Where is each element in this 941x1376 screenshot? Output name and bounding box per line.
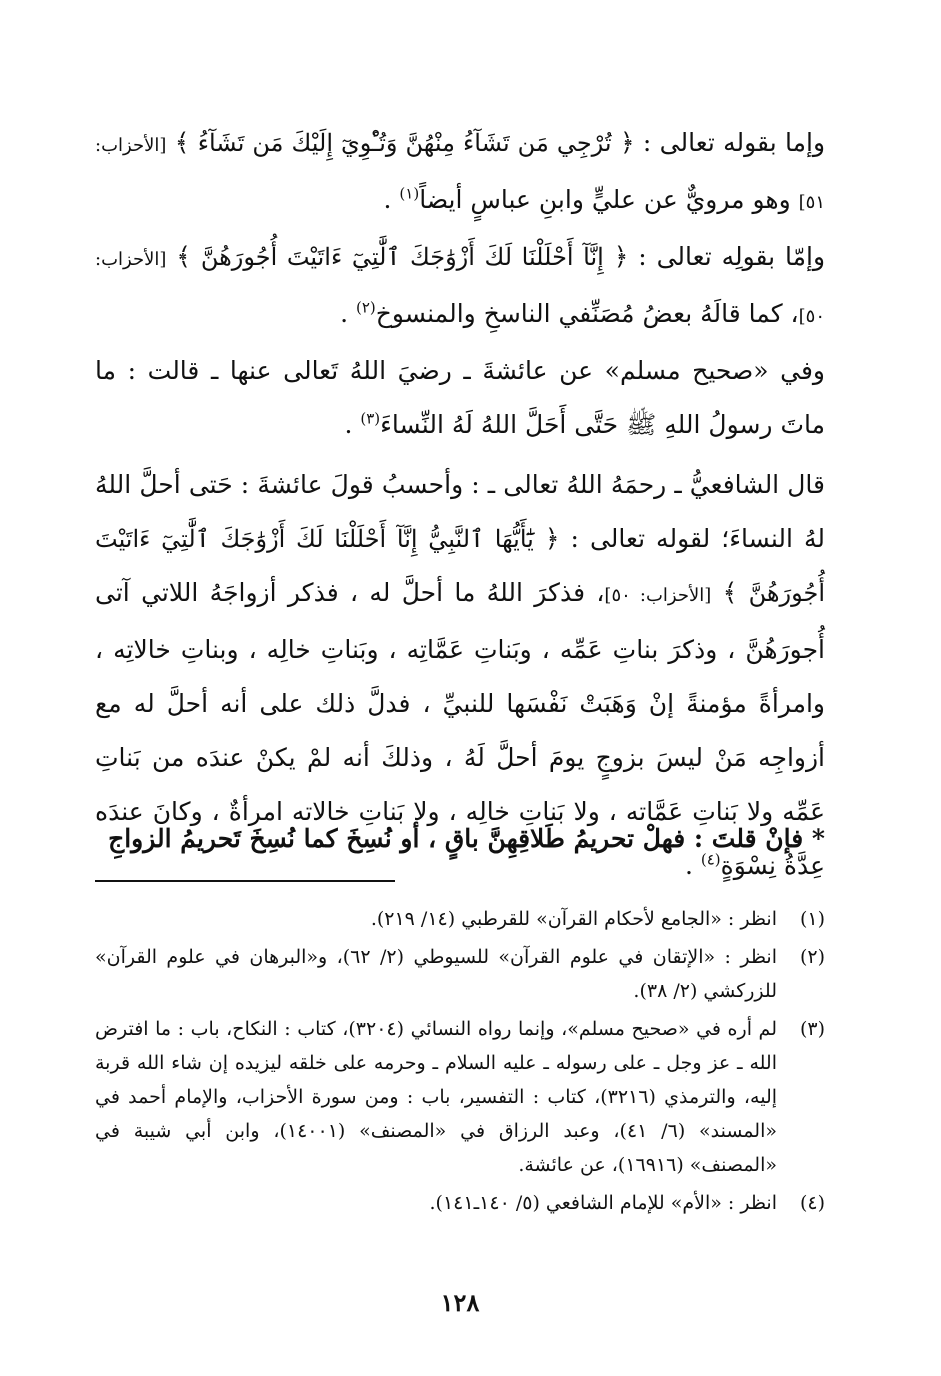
footnote-text: لم أره في «صحيح مسلم»، وإنما رواه النسائي (٣٢٠٤)، كتاب : النكاح، باب : ما افترض الله ـ عز وجل ـ على رسوله ـ عليه السلام ـ وحرمه على خلقه ليزيده إن شاء الله قربة إليه، والترمذي (٣٢١٦)، كتاب : التفسير، باب : ومن سورة الأحزاب، والإمام أحمد في «المسند» (٦/ ٤١)، وعبد الرزاق في «المصنف» (١٤٠٠١)، وابن أبي شيبة في «المصنف» (١٦٩١٦)، عن عائشة. — [95, 1018, 778, 1176]
verse-close-bracket: ﴾ — [722, 578, 738, 607]
quran-verse: إِنَّآ أَحْلَلْنَا لَكَ أَزْوَٰجَكَ ٱلَّٰتِيٓ ءَاتَيْتَ أُجُورَهُنَّ — [200, 243, 604, 271]
paragraph-4-intro: قال الشافعيُّ ـ رحمَهُ اللهُ تعالى ـ : وأحسبُ قولَ عائشةَ : حَتى أحلَّ اللهُ لهُ النساءَ؛ لقوله تعالى : ﴿ — [95, 470, 826, 553]
page-number: ١٢٨ — [440, 1288, 480, 1317]
footnote-marker[interactable]: (٢) — [355, 298, 376, 317]
footnote-marker[interactable]: (٣) — [360, 409, 381, 428]
verse-close-bracket: ﴾ — [174, 128, 190, 157]
verse-reference: [الأحزاب: ٥٠] — [95, 249, 825, 327]
paragraph-3 — [95, 344, 825, 452]
paragraph-1 — [95, 116, 825, 230]
paragraph-4-rest: ، فذكرَ اللهُ ما أحلَّ له ، فذكر أزواجَهُ اللاتي آتى أُجورَهُنَّ ، وذكرَ بناتِ عَمِّه ، وبَناتِ عَمَّاتِه ، وبَناتِ خالِه ، وبناتِ خالاتِه ، وامرأةً مؤمنةً إنْ وَهَبَتْ نَفْسَها للنبيِّ ، فدلَّ ذلك على أنه أحلَّ له مع أزواجِه مَنْ ليسَ بزوجٍ يومَ أحلَّ لَهُ ، وذلكَ أنه لمْ يكنْ عندَه من بَناتِ عَمِّه ولا بَناتِ عَمَّاته ، ولا بَناتِ خالِه ، ولا بَناتِ خالاته امرأةٌ ، وكانَ عندَه عِدَّةُ نِسْوَةٍ — [95, 578, 825, 880]
footnote-text: انظر : «الأم» للإمام الشافعي (٥/ ١٤٠ـ١٤١). — [429, 1192, 777, 1214]
quran-verse: يَٰٓأَيُّهَا ٱلنَّبِيُّ إِنَّآ أَحْلَلْنَا لَكَ أَزْوَٰجَكَ ٱلَّٰتِيٓ ءَاتَيْتَ أُجُورَهُنَّ — [95, 525, 825, 607]
book-page — [95, 100, 825, 1340]
paragraph-1-rest: وهو مرويٌّ عن عليٍّ وابنِ عباسٍ أيضاً — [419, 185, 791, 214]
paragraph-3-text: وفي «صحيح مسلم» عن عائشةَ ـ رضيَ اللهُ تَعالى عنها ـ قالت : ما ماتَ رسولُ اللهِ ﷺ حَتَّى أَحَلَّ اللهُ لَهُ النِّساءَ — [95, 356, 825, 439]
verse-close-bracket: ﴾ — [176, 242, 191, 271]
footnote-marker[interactable]: (٤) — [700, 850, 721, 869]
footnote-number: (١) — [799, 908, 825, 930]
footnote-marker[interactable]: (١) — [399, 184, 420, 203]
paragraph-2-rest: ، كما قالَهُ بعضُ مُصَنِّفي الناسخِ والمنسوخ — [375, 299, 799, 328]
quran-verse: تُرْجِي مَن تَشَآءُ مِنْهُنَّ وَتُـْٔوِيٓ إِلَيْكَ مَن تَشَآءُ — [197, 129, 612, 157]
footnotes — [95, 902, 825, 1224]
footnote-divider — [95, 880, 395, 882]
footnote-text: انظر : «الإتقان في علوم القرآن» للسيوطي (٢/ ٦٢)، و«البرهان في علوم القرآن» للزركشي (٢/ ٣٨). — [95, 946, 777, 1002]
footnote-item — [95, 1012, 825, 1182]
paragraph-end: . — [684, 851, 693, 880]
verse-reference: [الأحزاب: ٥٠] — [604, 585, 712, 606]
footnote-item — [95, 1186, 825, 1220]
footnote-number: (٤) — [799, 1192, 825, 1214]
footnote-text: انظر : «الجامع لأحكام القرآن» للقرطبي (١٤/ ٢١٩). — [370, 908, 777, 930]
question-heading — [95, 812, 825, 866]
paragraph-end: . — [344, 410, 353, 439]
question-text: * فإنْ قلتَ : فهلْ تحريمُ طَلاقِهِنَّ باقٍ ، أو نُسِخَ كما نُسِخَ تَحريمُ الزواجِ — [108, 824, 825, 853]
paragraph-2-intro: وإمّا بقولِه تعالى : ﴿ — [613, 242, 826, 271]
paragraph-2 — [95, 230, 825, 344]
footnote-number: (٣) — [799, 1018, 825, 1040]
verse-reference: [الأحزاب: ٥١] — [95, 135, 825, 213]
footnote-item — [95, 902, 825, 936]
footnote-number: (٢) — [799, 946, 825, 968]
paragraph-1-intro: وإما بقوله تعالى : ﴿ — [619, 128, 826, 157]
footnote-item — [95, 940, 825, 1008]
paragraph-end: . — [340, 299, 349, 328]
paragraph-end: . — [383, 185, 392, 214]
